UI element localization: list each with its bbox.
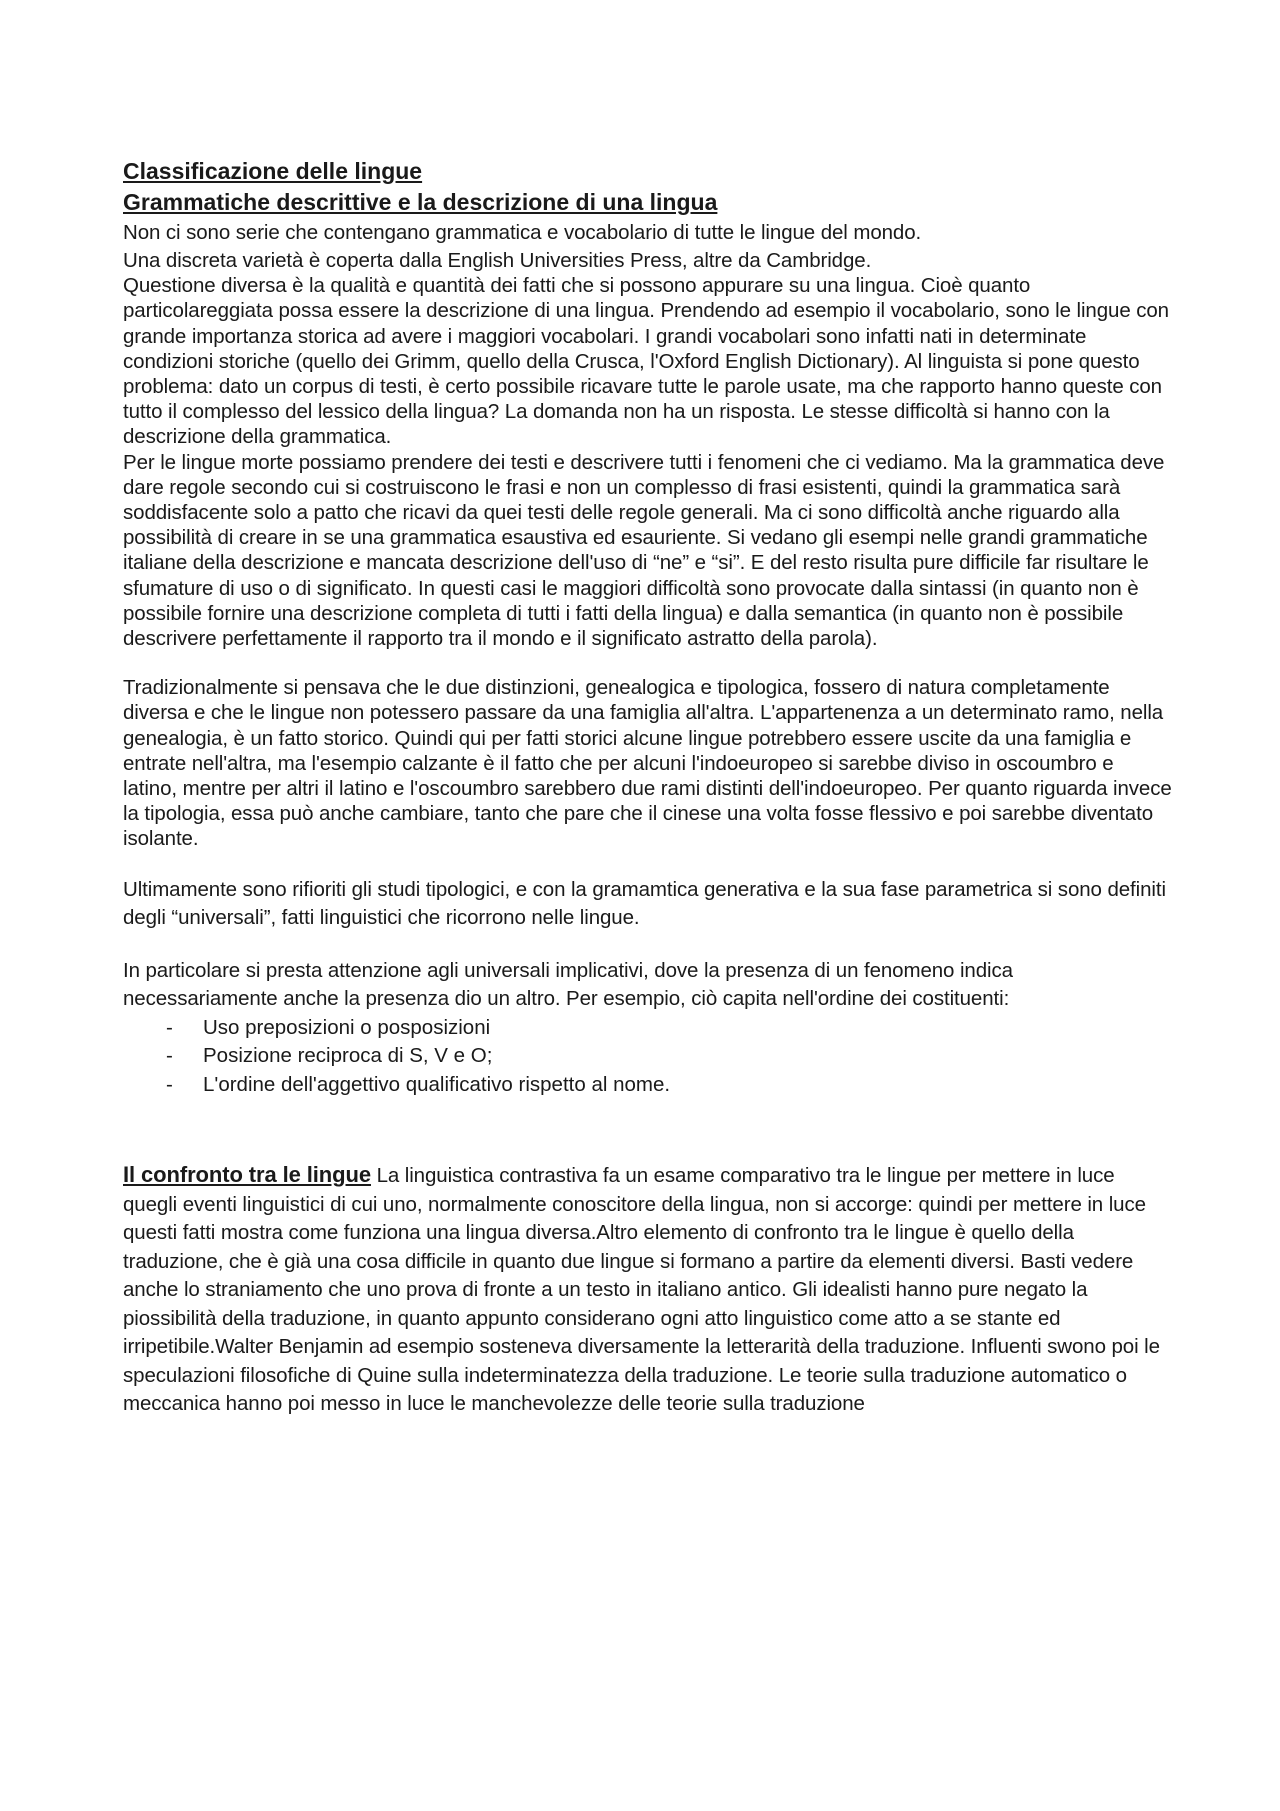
intro-line: Una discreta varietà è coperta dalla English Universities Press, altre da Cambridge. <box>123 249 872 272</box>
intro-line: Non ci sono serie che contengano grammatica e vocabolario di tutte le lingue del mondo. <box>123 221 922 244</box>
spacer <box>123 933 1173 957</box>
paragraph-dead-languages: Per le lingue morte possiamo prendere dei testi e descrivere tutti i fenomeni che ci vediamo. Ma la grammatica deve dare regole secondo cui si costruiscono le frasi e non un complesso di frasi esistenti, quindi la grammatica sarà soddisfacente solo a patto che ricavi da quei testi delle regole generali. Ma ci sono difficoltà anche riguardo alla possibilità di creare in se una grammatica esaustiva ed esauriente. Si vedano gli esempi nelle grandi grammatiche italiane della descrizione e mancata descrizione dell'uso di “ne” e “si”. E del resto risulta pure difficile far risultare le sfumature di uso o di significato. In questi casi le maggiori difficoltà sono provocate dalla sintassi (in quanto non è possibile fornire una descrizione completa di tutti i fatti della lingua) e dalla semantica (in quanto non è possibile descrivere perfettamente il rapporto tra il mondo e il significato astratto della parola). <box>123 450 1165 651</box>
section-heading-grammars: Grammatiche descrittive e la descrizione di una lingua <box>123 189 718 215</box>
document-title: Classificazione delle lingue <box>123 158 423 184</box>
paragraph-typological-studies: Ultimamente sono rifioriti gli studi tipologici, e con la gramamtica generativa e la sua fase parametrica si sono definiti degli “universali”, fatti linguistici che ricorrono nelle lingue. <box>123 877 1166 930</box>
spacer <box>123 852 1173 876</box>
list-item: - Posizione reciproca di S, V e O; <box>123 1042 1173 1071</box>
paragraph-description-quality: Questione diversa è la qualità e quantità dei fatti che si possono appurare su una lingua. Cioè quanto particolareggiata possa essere la descrizione di una lingua. Prendendo ad esempio il vocabolario, sono le lingue con grande importanza storica ad avere i maggiori vocabolari. I grandi vocabolari sono infatti nati in determinate condizioni storiche (quello dei Grimm, quello della Crusca, l'Oxford English Dictionary). Al linguista si pone questo problema: dato un corpus di testi, è certo possibile ricavare tutte le parole usate, ma che rapporto hanno queste con tutto il complesso del lessico della lingua? La domanda non ha un risposta. Le stesse difficoltà si hanno con la descrizione della grammatica. <box>123 274 1169 449</box>
section-comparison-text: La linguistica contrastiva fa un esame comparativo tra le lingue per mettere in luce quegli eventi linguistici di cui uno, normalmente conoscitore della lingua, non si accorge: quindi per mettere in luce questi fatti mostra come funziona una lingua diversa.Altro elemento di confronto tra le lingue è quello della traduzione, che è già una cosa difficile in quanto due lingue si formano a partire da elementi diversi. Basti vedere anche lo straniamento che uno prova di fronte a un testo in italiano antico. Gli idealisti hanno pure negato la piossibilità della traduzione, in quanto appunto considerano ogni atto linguistico come atto a se stante ed irripetibile.Walter Benjamin ad esempio sosteneva diversamente la letterarità della traduzione. Influenti swono poi le speculazioni filosofiche di Quine sulla indeterminatezza della traduzione. Le teorie sulla traduzione automatico o meccanica hanno poi messo in luce le manchevolezze delle teorie sulla traduzione <box>123 1164 1160 1416</box>
spacer <box>123 651 1173 675</box>
list-item: - L'ordine dell'aggettivo qualificativo rispetto al nome. <box>123 1071 1173 1100</box>
document-page <box>123 156 1173 1419</box>
paragraph-traditional-classification: Tradizionalmente si pensava che le due distinzioni, genealogica e tipologica, fossero di natura completamente diversa e che le lingue non potessero passare da una famiglia all'altra. L'appartenenza a un determinato ramo, nella genealogia, è un fatto storico. Quindi qui per fatti storici alcune lingue potrebbero essere uscite da una famiglia e entrate nell'altra, ma l'esempio calzante è il fatto che per alcuni l'indoeuropeo si sarebbe diviso in oscoumbro e latino, mentre per altri il latino e l'oscoumbro sarebbero due rami distinti dell'indoeuropeo. Per quanto riguarda invece la tipologia, essa può anche cambiare, tanto che pare che il cinese una volta fosse flessivo e poi sarebbe diventato isolante. <box>123 676 1172 851</box>
spacer <box>123 1099 1173 1161</box>
paragraph-implicational-universals: In particolare si presta attenzione agli universali implicativi, dove la presenza di un fenomeno indica necessariamente anche la presenza dio un altro. Per esempio, ciò capita nell'ordine dei costituenti: <box>123 958 1013 1011</box>
list-item: - Uso preposizioni o posposizioni <box>123 1014 1173 1043</box>
section-heading-comparison: Il confronto tra le lingue <box>123 1162 371 1188</box>
constituent-order-list <box>123 1014 1173 1100</box>
paragraph-language-comparison <box>123 1161 1173 1419</box>
